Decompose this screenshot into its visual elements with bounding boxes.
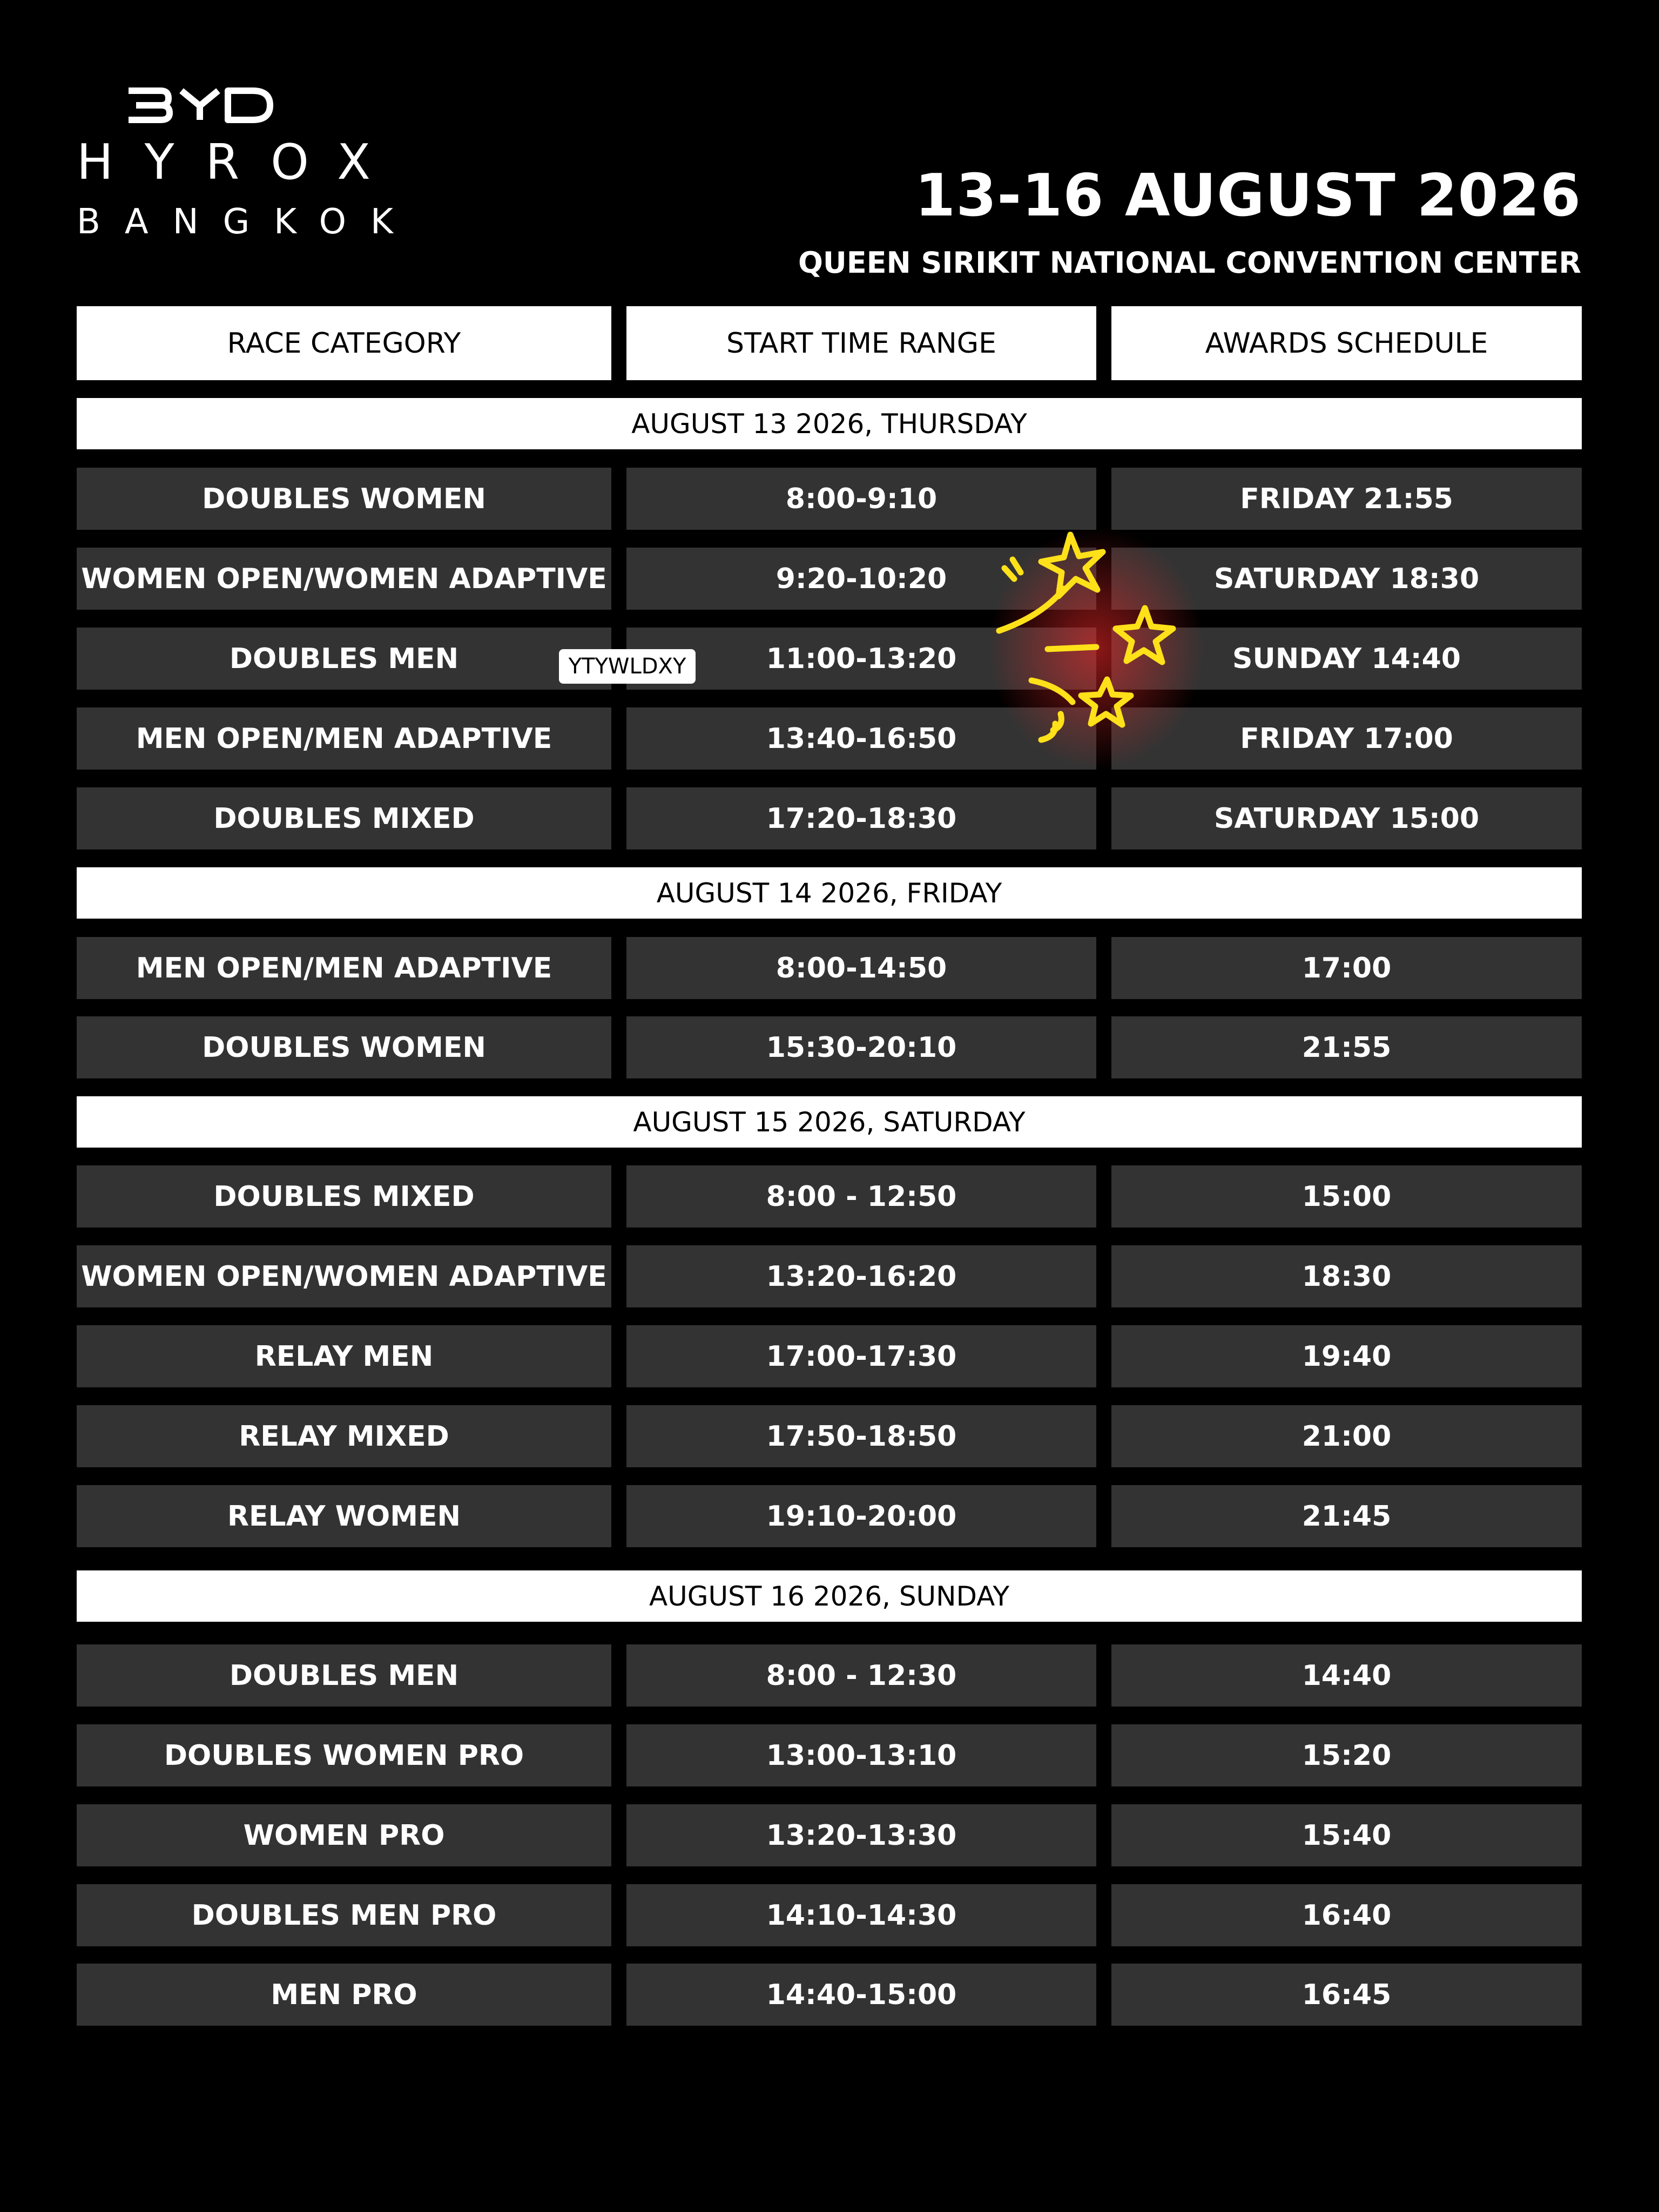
start-time-cell: 13:00-13:10 bbox=[626, 1724, 1096, 1786]
start-time-cell: 13:20-16:20 bbox=[626, 1245, 1096, 1307]
awards-cell: FRIDAY 21:55 bbox=[1111, 468, 1582, 530]
start-time-cell: 8:00 - 12:30 bbox=[626, 1644, 1096, 1707]
race-category-cell: DOUBLES MEN bbox=[77, 1644, 611, 1707]
text-tag: YTYWLDXY bbox=[559, 649, 696, 684]
star-burst-icon bbox=[983, 518, 1210, 772]
day-header: AUGUST 14 2026, FRIDAY bbox=[77, 867, 1582, 919]
start-time-cell: 17:00-17:30 bbox=[626, 1325, 1096, 1387]
start-time-cell: 8:00-9:10 bbox=[626, 468, 1096, 530]
start-time-cell: 9:20-10:20 bbox=[626, 548, 1096, 610]
start-time-cell: 8:00 - 12:50 bbox=[626, 1165, 1096, 1228]
start-time-cell: 17:20-18:30 bbox=[626, 787, 1096, 849]
awards-cell: 19:40 bbox=[1111, 1325, 1582, 1387]
day-header: AUGUST 16 2026, SUNDAY bbox=[77, 1570, 1582, 1622]
awards-cell: FRIDAY 17:00 bbox=[1111, 707, 1582, 770]
column-header-awards: AWARDS SCHEDULE bbox=[1111, 306, 1582, 380]
brand-name: HYROX bbox=[77, 134, 402, 191]
start-time-cell: 8:00-14:50 bbox=[626, 937, 1096, 999]
start-time-cell: 14:40-15:00 bbox=[626, 1964, 1096, 2026]
race-category-cell: WOMEN OPEN/WOMEN ADAPTIVE bbox=[77, 548, 611, 610]
race-category-cell: RELAY MIXED bbox=[77, 1405, 611, 1467]
race-category-cell: MEN OPEN/MEN ADAPTIVE bbox=[77, 707, 611, 770]
start-time-cell: 15:30-20:10 bbox=[626, 1016, 1096, 1078]
awards-cell: 15:00 bbox=[1111, 1165, 1582, 1228]
start-time-cell: 13:40-16:50 bbox=[626, 707, 1096, 770]
race-category-cell: DOUBLES MEN PRO bbox=[77, 1884, 611, 1946]
awards-cell: 21:45 bbox=[1111, 1485, 1582, 1547]
race-category-cell: DOUBLES WOMEN bbox=[77, 468, 611, 530]
awards-cell: 16:40 bbox=[1111, 1884, 1582, 1946]
race-category-cell: RELAY WOMEN bbox=[77, 1485, 611, 1547]
race-category-cell: DOUBLES WOMEN bbox=[77, 1016, 611, 1078]
awards-cell: SATURDAY 15:00 bbox=[1111, 787, 1582, 849]
event-venue: QUEEN SIRIKIT NATIONAL CONVENTION CENTER bbox=[798, 246, 1581, 280]
awards-cell: 16:45 bbox=[1111, 1964, 1582, 2026]
race-category-cell: RELAY MEN bbox=[77, 1325, 611, 1387]
start-time-cell: 19:10-20:00 bbox=[626, 1485, 1096, 1547]
awards-cell: 18:30 bbox=[1111, 1245, 1582, 1307]
race-category-cell: MEN PRO bbox=[77, 1964, 611, 2026]
brand-city: BANGKOK bbox=[77, 202, 417, 242]
race-category-cell: WOMEN OPEN/WOMEN ADAPTIVE bbox=[77, 1245, 611, 1307]
awards-cell: 21:00 bbox=[1111, 1405, 1582, 1467]
awards-cell: 14:40 bbox=[1111, 1644, 1582, 1707]
awards-cell: 21:55 bbox=[1111, 1016, 1582, 1078]
race-category-cell: WOMEN PRO bbox=[77, 1804, 611, 1866]
race-category-cell: DOUBLES MIXED bbox=[77, 1165, 611, 1228]
race-category-cell: DOUBLES MEN bbox=[77, 628, 611, 690]
hyrox-logo bbox=[77, 86, 417, 246]
race-category-cell: MEN OPEN/MEN ADAPTIVE bbox=[77, 937, 611, 999]
day-header: AUGUST 13 2026, THURSDAY bbox=[77, 398, 1582, 449]
event-dates: 13-16 AUGUST 2026 bbox=[915, 162, 1581, 230]
start-time-cell: 11:00-13:20 bbox=[626, 628, 1096, 690]
start-time-cell: 14:10-14:30 bbox=[626, 1884, 1096, 1946]
awards-cell: SATURDAY 18:30 bbox=[1111, 548, 1582, 610]
awards-cell: 17:00 bbox=[1111, 937, 1582, 999]
day-header: AUGUST 15 2026, SATURDAY bbox=[77, 1096, 1582, 1148]
column-header-race-category: RACE CATEGORY bbox=[77, 306, 611, 380]
awards-cell: 15:40 bbox=[1111, 1804, 1582, 1866]
race-category-cell: DOUBLES WOMEN PRO bbox=[77, 1724, 611, 1786]
start-time-cell: 17:50-18:50 bbox=[626, 1405, 1096, 1467]
awards-cell: SUNDAY 14:40 bbox=[1111, 628, 1582, 690]
race-category-cell: DOUBLES MIXED bbox=[77, 787, 611, 849]
start-time-cell: 13:20-13:30 bbox=[626, 1804, 1096, 1866]
awards-cell: 15:20 bbox=[1111, 1724, 1582, 1786]
byd-logo-icon bbox=[125, 86, 273, 124]
column-header-start-time: START TIME RANGE bbox=[626, 306, 1096, 380]
